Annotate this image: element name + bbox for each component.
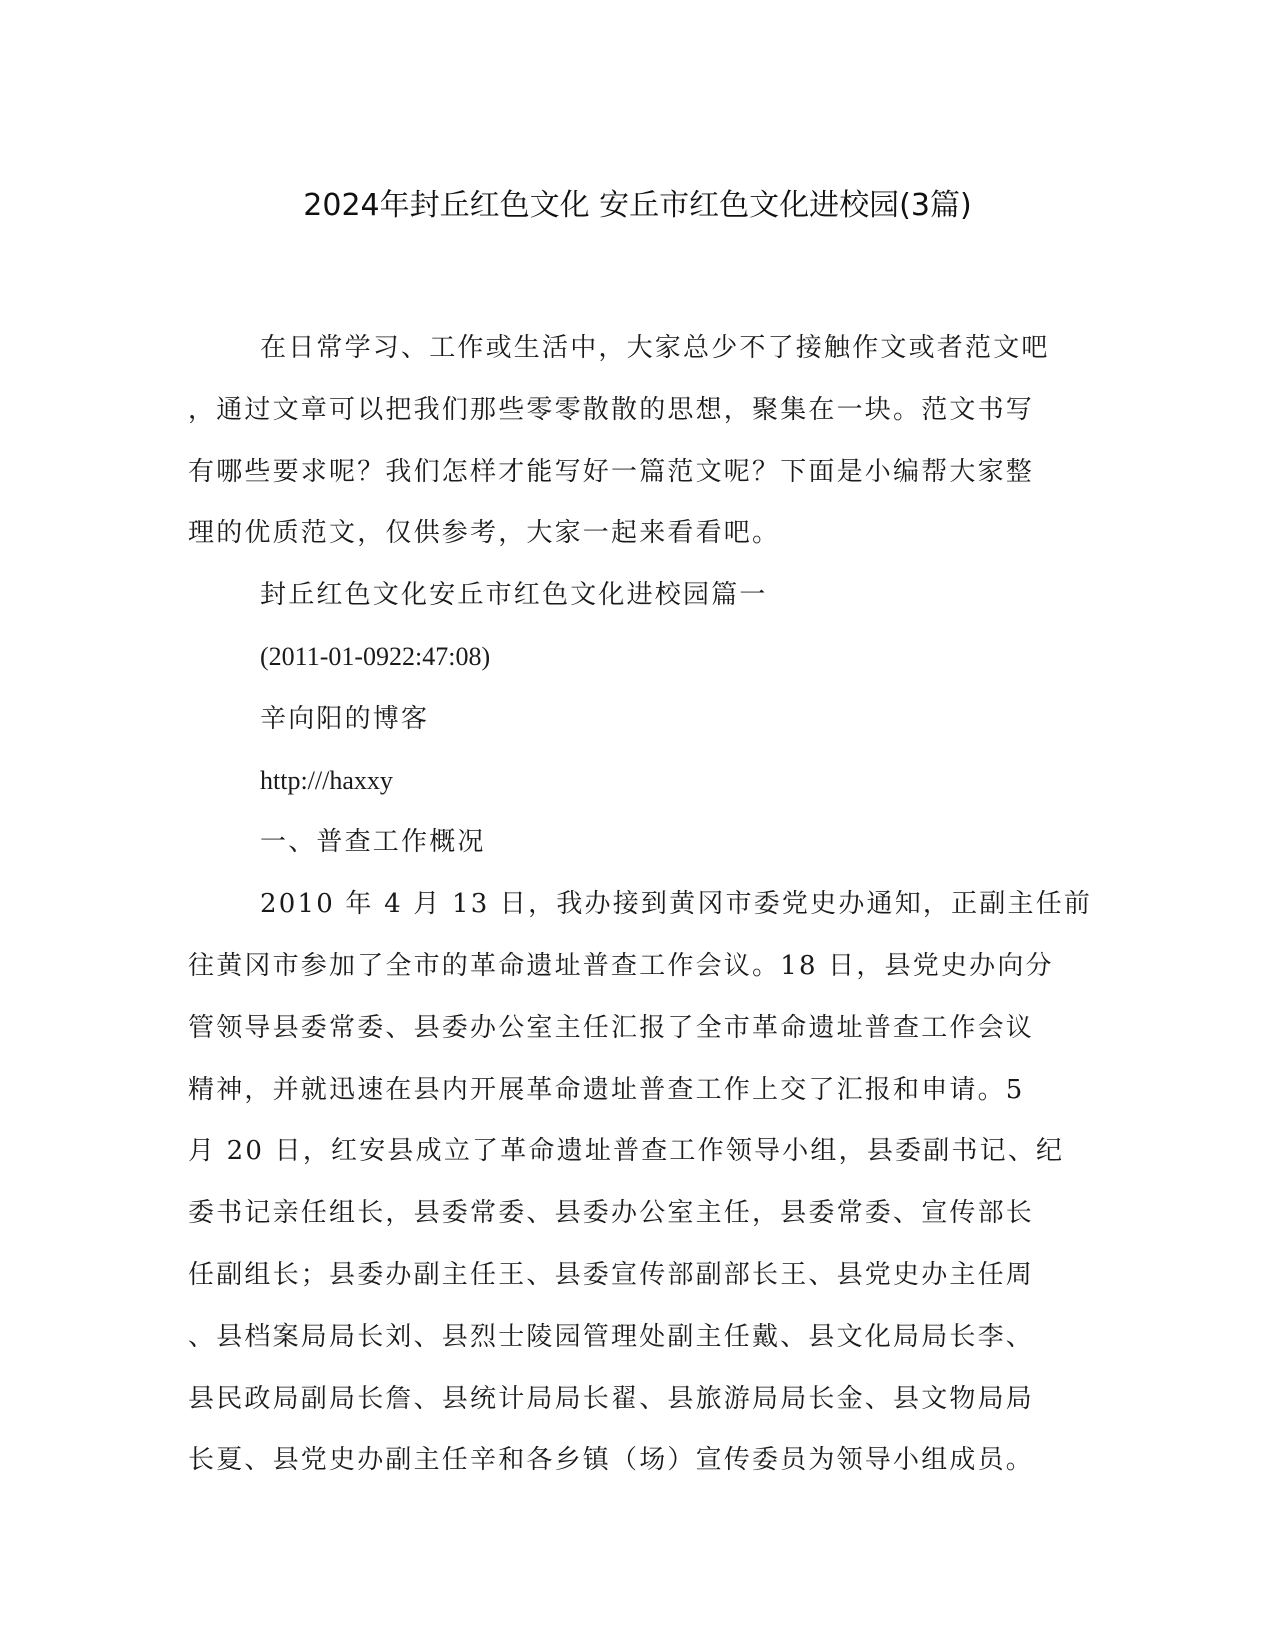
document-title: 2024年封丘红色文化 安丘市红色文化进校园(3篇) [303, 188, 972, 223]
paragraph-line: 管领导县委常委、县委办公室主任汇报了全市革命遗址普查工作会议 [188, 1012, 1035, 1043]
paragraph-line: 精神，并就迅速在县内开展革命遗址普查工作上交了汇报和申请。5 [188, 1074, 1025, 1105]
paragraph-line: ，通过文章可以把我们那些零零散散的思想，聚集在一块。范文书写 [188, 394, 1035, 425]
document-body [188, 328, 1093, 1502]
paragraph-line: 委书记亲任组长，县委常委、县委办公室主任，县委常委、宣传部长 [188, 1198, 1035, 1229]
section-heading: 封丘红色文化安丘市红色文化进校园篇一 [260, 580, 768, 611]
paragraph-line: 任副组长；县委办副主任王、县委宣传部副部长王、县党史办主任周 [188, 1259, 1035, 1290]
paragraph-line: 理的优质范文，仅供参考，大家一起来看看吧。 [188, 518, 781, 549]
subsection-heading: 一、普查工作概况 [260, 827, 486, 858]
paragraph-line: 长夏、县党史办副主任辛和各乡镇（场）宣传委员为领导小组成员。 [188, 1445, 1035, 1476]
paragraph-line: 往黄冈市参加了全市的革命遗址普查工作会议。18 日，县党史办向分 [188, 950, 1054, 981]
blog-url: http:///haxxy [260, 765, 393, 795]
paragraph-line: 在日常学习、工作或生活中，大家总少不了接触作文或者范文吧 [260, 333, 1050, 363]
paragraph-line: 、县档案局局长刘、县烈士陵园管理处副主任戴、县文化局局长李、 [188, 1321, 1035, 1352]
post-timestamp: (2011-01-0922:47:08) [260, 641, 491, 671]
paragraph-line: 月 20 日，红安县成立了革命遗址普查工作领导小组，县委副书记、纪 [188, 1136, 1065, 1167]
blog-name: 辛向阳的博客 [260, 703, 430, 734]
paragraph-line: 有哪些要求呢？我们怎样才能写好一篇范文呢？下面是小编帮大家整 [188, 456, 1035, 487]
paragraph-line: 2010 年 4 月 13 日，我办接到黄冈市委党史办通知，正副主任前 [260, 889, 1093, 920]
paragraph-line: 县民政局副局长詹、县统计局局长翟、县旅游局局长金、县文物局局 [188, 1383, 1035, 1414]
